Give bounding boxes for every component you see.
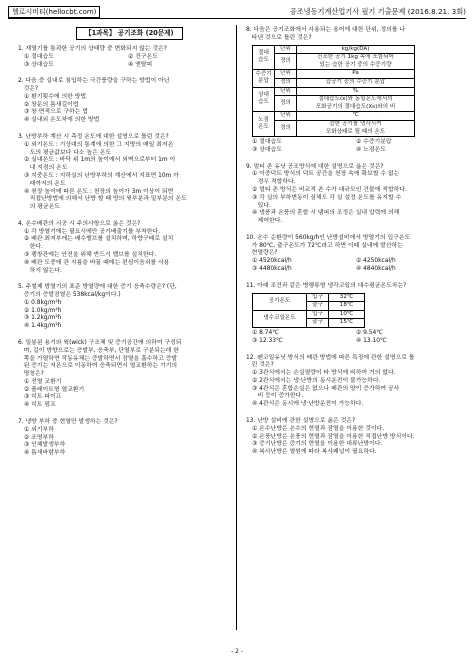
table-row (253, 87, 415, 96)
table-row (253, 293, 365, 302)
temp-cell: 15℃ (329, 319, 365, 328)
value-cell: % (297, 87, 415, 96)
answer-option[interactable]: ③ 4관식은 혼합손실은 없으나 배관의 양이 증가하여 공사 비 등이 증가한다. (252, 385, 400, 400)
table-row (253, 54, 415, 70)
question-text: 9. 멀티 존 유닛 공조방식에 대한 설명으로 옳은 것은? (246, 163, 384, 170)
question-text: 5. 주철제 방열기의 표준 방열량에 대한 증기 응축수량은? (단, 증기의 증발잠열은 538kcal/kg이다.) (18, 284, 177, 299)
question-12 (246, 355, 460, 409)
kind-cell: 정의 (275, 54, 297, 70)
kind-cell: 단위 (275, 87, 297, 96)
answer-option[interactable]: ③ 상대습도 (252, 146, 282, 153)
kind-cell: 정의 (275, 120, 297, 136)
value-cell: 절대습도(x)와 동일온도에서의 포화공기의 절대습도(Xs)와의 비 (297, 96, 415, 112)
subject-heading: 【1과목】 공기조화 (20문제) (76, 27, 183, 40)
temp-cell: 32℃ (329, 293, 365, 302)
temp-cell: 18℃ (329, 302, 365, 311)
question-text: 11. 아래 조건과 같은 병행류형 냉각코일의 대수평균온도차는? (246, 282, 407, 289)
condition-table (252, 293, 365, 328)
right-column (246, 27, 460, 466)
question-8 (246, 27, 460, 155)
label-cell: 공기온도 (253, 293, 307, 310)
left-column (18, 27, 232, 467)
answer-option[interactable]: ③ 각 실의 부하변동이 심해도 각 실 설정 온도를 유지할 수 있다. (252, 194, 402, 209)
position-cell: 출구 (307, 302, 329, 311)
question-11 (246, 283, 460, 346)
question-10 (246, 235, 460, 274)
question-13 (246, 418, 460, 457)
answer-options (246, 139, 460, 155)
answer-option[interactable]: ③ 지중온도 : 지하실의 난방부하의 계산에서 지표면 10m 아 래까지의 온도 (24, 172, 179, 187)
answer-option[interactable]: ④ 배관 도중에 관 지름을 바꿀 때에는 편심이음쇠를 사용 하지 않는다. (24, 259, 170, 274)
answer-option[interactable]: ④ 노점온도 (356, 146, 386, 153)
question-5 (18, 284, 232, 331)
answer-option[interactable]: ① 절대습도 (252, 139, 282, 146)
question-9 (246, 164, 460, 226)
page-header (8, 6, 466, 19)
position-cell: 출구 (307, 319, 329, 328)
term-cell: 수증기 분압 (253, 70, 275, 87)
answer-option[interactable]: ② 배관 최저부에는 배수밸브를 설치하며, 하향구배로 설치 한다. (24, 236, 174, 251)
table-row (253, 120, 415, 136)
question-text: 2. 다음 중 실내로 침입하는 극간풍량을 구하는 방법이 아닌 것은? (18, 78, 170, 93)
answer-options (246, 330, 460, 346)
answer-option[interactable]: ② 4250kcal/h (356, 258, 396, 265)
question-4 (18, 221, 232, 275)
column-divider (236, 25, 237, 630)
answer-option[interactable]: ② 9.54℃ (356, 329, 383, 336)
table-row (253, 112, 415, 121)
answer-option[interactable]: ② 멀티 존 방식은 비교적 존 수가 대규모인 건물에 적합하다. (252, 187, 407, 193)
answer-option[interactable]: ① 3관식에서는 손실열량이 타 방식에 비하여 거의 없다. (252, 370, 396, 377)
answer-option[interactable]: ② 1.0kg/m²h (24, 307, 62, 314)
question-3 (18, 134, 232, 212)
answer-option[interactable]: ③ 창 면적으로 구하는 법 (24, 109, 88, 116)
answer-option[interactable]: ④ 복사난방은 열원에 따라 복사패널이 필요하다. (252, 449, 377, 456)
page-number: - 2 - (231, 648, 243, 655)
value-cell: ℃ (297, 112, 415, 121)
kind-cell: 정의 (275, 96, 297, 112)
answer-option[interactable]: ④ 4840kcal/h (356, 266, 396, 273)
value-cell: 습한 공기를 냉각시켜 포화상태로 될 때의 온도 (297, 120, 415, 136)
answer-option[interactable]: ① 절대습도 (24, 53, 54, 60)
kind-cell: 단위 (275, 70, 297, 79)
answer-option[interactable]: ② 조명부하 (24, 434, 54, 441)
answer-option[interactable]: ④ 13.10℃ (356, 337, 387, 344)
question-2 (18, 78, 232, 125)
question-6 (18, 340, 232, 410)
question-text: 1. 재열기를 통과한 공기의 상태량 중 변화되지 않는 것은? (18, 46, 167, 52)
answer-option[interactable]: ① 전열 교환기 (24, 378, 62, 385)
term-cell: 노점 온도 (253, 112, 275, 137)
question-text: 8. 다음은 공기조화에서 사용되는 용어에 대한 단위, 정의를 나 타낸 것으로 틀린 것은? (246, 27, 406, 41)
position-cell: 입구 (307, 293, 329, 302)
answer-option[interactable]: ④ 천장 높이에 따른 온도 : 천장의 높이가 3m 이상이 되면 직접난방법에 의해서 난방 할 때 방의 윗부분과 밑부분의 온도 의 평균온도 (24, 188, 187, 211)
answer-option[interactable]: ③ 상대습도 (24, 61, 54, 68)
answer-option[interactable]: ① 8.74℃ (252, 329, 279, 336)
question-text: 4. 온수배관의 시공 시 주의사항으로 옳은 것은? (18, 220, 141, 227)
answer-option[interactable]: ① 각 방열기에는 필요시에만 공기배출기를 부착한다. (24, 228, 161, 235)
answer-option[interactable]: ① 외기부하 (24, 426, 54, 433)
temp-cell: 10℃ (329, 310, 365, 319)
answer-option[interactable]: ③ 인체발생부하 (24, 442, 66, 449)
label-cell: 냉수코일온도 (253, 310, 307, 327)
answer-options (246, 258, 460, 274)
question-7 (18, 419, 232, 458)
answer-option[interactable]: ④ 틈새바람부하 (24, 450, 66, 457)
term-cell: 상대 습도 (253, 87, 275, 112)
answer-option[interactable]: ④ 4관식은 동시에 냉·난방운전이 가능하다. (252, 401, 364, 408)
table-row (253, 78, 415, 87)
answer-option[interactable]: ③ 12.33℃ (252, 337, 283, 344)
left-question-list (18, 46, 232, 458)
question-text: 12. 팬코일유닛 방식의 배관 방법에 따른 특징에 관한 설명으로 틀 린 것은? (246, 354, 415, 369)
answer-option[interactable]: ① 환기횟수에 의한 방법 (24, 93, 87, 100)
question-text: 3. 난방부하 계산 시 측정 온도에 대한 설명으로 틀린 것은? (18, 134, 169, 141)
value-cell: Pa (297, 70, 415, 79)
answer-option[interactable]: ② 플레이트형 열교환기 (24, 386, 85, 393)
question-text: 10. 온수 순환량이 560kg/h인 난방설비에서 방열기의 입구온도 가 80℃, 출구온도가 72℃라고 하면 이때 실내에 발산하는 현열량은? (246, 234, 411, 257)
answer-option[interactable]: ④ 실내외 온도차에 의한 방법 (24, 117, 100, 124)
answer-option[interactable]: ② 창문의 틈새길이법 (24, 101, 79, 108)
answer-option[interactable]: ④ 1.4kg/m²h (24, 323, 62, 330)
answer-option[interactable]: ③ 팽창관에는 안전을 위해 반드시 밸브를 설치한다. (24, 251, 157, 258)
answer-option[interactable]: ④ 히트 펌프 (24, 402, 56, 409)
kind-cell: 단위 (275, 45, 297, 54)
answer-option[interactable]: ② 건구온도 (128, 53, 158, 60)
answer-option[interactable]: ② 2관식에서는 냉·난방의 동시운전이 불가능하다. (252, 377, 381, 384)
answer-option[interactable]: ① 이중덕트 방식의 덕트 공간을 천장 속에 확보할 수 없는 경우 적합하다. (252, 171, 400, 186)
question-1 (18, 46, 232, 69)
value-cell: 건조한 공기 1kg 속에 포함되어 있는 습한 공기 중의 수증기량 (297, 54, 415, 70)
answer-option[interactable]: ③ 4480kcal/h (252, 266, 292, 273)
term-cell: 절대 습도 (253, 45, 275, 70)
answer-option[interactable]: ③ 증기난방은 증기의 현열을 이용한 대류난방이다. (252, 441, 383, 448)
table-row (253, 96, 415, 112)
answer-option[interactable]: ④ 엔탈피 (128, 61, 153, 68)
kind-cell: 정의 (275, 78, 297, 87)
answer-option[interactable]: ③ 1.2kg/m²h (24, 315, 62, 322)
answer-option[interactable]: ② 실내온도 : 바닥 위 1m의 높이에서 외벽으로부터 1m 이 내 지점의 온도 (24, 157, 176, 172)
answer-options (18, 54, 232, 70)
question-text: 13. 난방 설비에 관한 설명으로 옳은 것은? (246, 418, 356, 424)
value-cell: kg/kg(DA) (297, 45, 415, 54)
table-row (253, 70, 415, 79)
table-row (253, 310, 365, 319)
table-row (253, 45, 415, 54)
answer-option[interactable]: ④ 냉풍과 온풍의 혼합 시 댐퍼의 조정은 실내 압력에 의해 제어한다. (252, 210, 400, 225)
value-cell: 습공기 중의 수증기 분압 (297, 78, 415, 87)
answer-option[interactable]: ① 온수난방은 온수의 현열과 잠열을 이용한 것이다. (252, 425, 385, 432)
question-text: 7. 냉방 부하 중 현열만 발생하는 것은? (18, 419, 118, 426)
answer-option[interactable]: ③ 히트 파이프 (24, 394, 62, 401)
position-cell: 입구 (307, 310, 329, 319)
answer-option[interactable]: ② 수증기분압 (356, 139, 392, 146)
question-text: 6. 밀봉된 용기와 윅(wick) 구조체 및 증기공간에 의하여 구성되 며, 길이 방향으로는 증발부, 응축부, 단열부로 구분되는데 한 쪽을 가열하면 작동유체는 증발하면서 잠열을 흡수하고 증발 된 증기는 저온으로 이동하여 응축되면서 열교환하는 기기의 명칭은? (18, 340, 182, 378)
answer-option[interactable]: ① 4520kcal/h (252, 258, 292, 265)
site-name[interactable]: 헬로시비티(hellocbt.com) (8, 6, 100, 18)
exam-title: 공조냉동기계산업기사 필기 기출문제 (2016.8.21. 3회) (289, 7, 466, 16)
answer-option[interactable]: ② 온풍난방은 온풍의 현열과 잠열을 이용한 직접난방 방식이다. (252, 433, 415, 440)
terms-table (252, 45, 415, 138)
kind-cell: 단위 (275, 112, 297, 121)
answer-option[interactable]: ① 외기온도 : 기상대의 통계에 의한 그 지방의 매일 최저온 도의 평균값보다 다소 높은 온도 (24, 141, 174, 156)
answer-option[interactable]: ① 0.8kg/m²h (24, 299, 62, 306)
